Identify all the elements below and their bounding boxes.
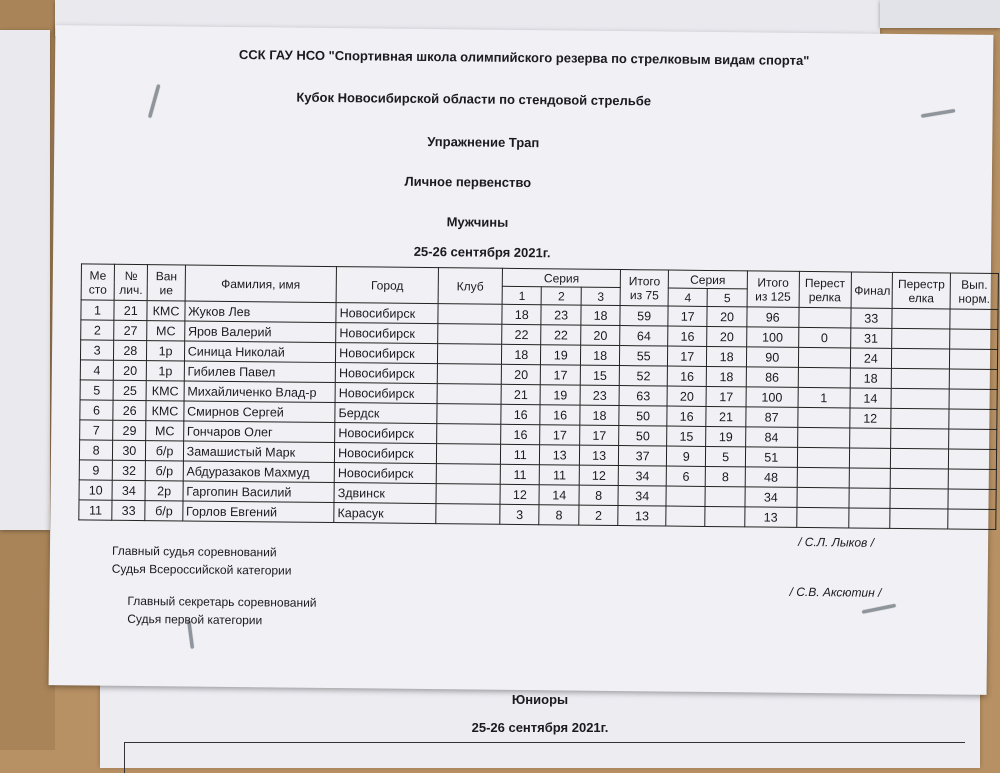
cell-s1: 18 (502, 304, 542, 324)
cell-s3: 12 (579, 465, 619, 485)
cell-final (849, 488, 891, 508)
cell-norm (950, 329, 998, 350)
cell-s2: 14 (539, 485, 579, 505)
cell-t75: 13 (618, 506, 666, 526)
cell-city: Новосибирск (335, 383, 437, 404)
cell-so1 (796, 507, 848, 528)
cell-s5: 17 (706, 386, 746, 406)
cell-t125: 86 (746, 367, 798, 388)
cell-city: Новосибирск (335, 443, 437, 464)
cell-s3: 20 (581, 325, 621, 345)
col-series-b: Серия (668, 270, 747, 289)
cell-s2: 17 (541, 365, 581, 385)
cell-s2: 19 (541, 385, 581, 405)
cell-name: Гибилев Павел (184, 361, 336, 383)
cell-s4: 9 (666, 446, 706, 466)
cell-name: Синица Николай (184, 341, 336, 363)
cell-t125: 13 (745, 507, 797, 528)
col-club: Клуб (438, 268, 503, 305)
cell-so1 (798, 367, 850, 388)
col-s4: 4 (668, 288, 708, 306)
cell-so1 (798, 407, 850, 428)
cell-s5: 21 (706, 406, 746, 426)
cell-so1: 0 (798, 327, 850, 348)
cell-s2: 16 (540, 405, 580, 425)
cell-num: 27 (114, 320, 147, 340)
cell-s4: 16 (667, 406, 707, 426)
cell-city: Новосибирск (334, 463, 436, 484)
cell-t75: 52 (620, 366, 668, 386)
cell-s3: 8 (579, 485, 619, 505)
cell-t125: 100 (746, 327, 798, 348)
col-s2: 2 (542, 287, 582, 305)
event-type: Личное первенство (404, 173, 532, 191)
cell-club (437, 364, 502, 385)
cell-s4 (666, 486, 706, 506)
cell-so2 (890, 468, 948, 489)
col-name: Фамилия, имя (185, 265, 337, 303)
cell-so1 (797, 467, 849, 488)
cell-s2: 17 (540, 425, 580, 445)
cell-s5 (705, 506, 745, 526)
cell-s4: 6 (666, 466, 706, 486)
bottom-sheet-dates: 25-26 сентября 2021г. (471, 720, 609, 735)
cell-t75: 37 (619, 446, 667, 466)
col-final: Финал (851, 272, 893, 308)
cell-t125: 87 (746, 407, 798, 428)
cell-t125: 84 (745, 427, 797, 448)
cell-place: 2 (81, 320, 114, 340)
cell-club (436, 424, 501, 445)
cell-norm (948, 469, 996, 490)
staple-bottom (862, 604, 896, 614)
cell-s5: 20 (707, 306, 747, 326)
background-sheet-right (880, 0, 1000, 28)
cell-num: 26 (113, 400, 146, 420)
cell-num: 32 (112, 460, 145, 480)
cell-s2: 23 (541, 305, 581, 325)
cell-s5: 5 (706, 446, 746, 466)
secretary-name: / С.В. Аксютин / (789, 584, 882, 600)
cell-name: Гаргопин Василий (183, 481, 335, 503)
cell-s5: 18 (707, 366, 747, 386)
cell-so1 (797, 427, 849, 448)
cell-s1: 11 (500, 444, 540, 464)
cell-s1: 22 (502, 324, 542, 344)
cell-num: 25 (113, 380, 146, 400)
cell-so2 (891, 388, 949, 409)
cell-so1 (797, 487, 849, 508)
cell-place: 1 (81, 300, 114, 320)
cell-t125: 51 (745, 447, 797, 468)
col-city: Город (336, 267, 438, 304)
cell-final: 33 (850, 308, 892, 328)
cell-so2 (890, 488, 948, 509)
cell-t75: 63 (619, 386, 667, 406)
cell-s5: 20 (707, 326, 747, 346)
cell-rank: б/р (146, 461, 184, 481)
cell-s3: 2 (579, 505, 619, 525)
cell-t125: 34 (745, 487, 797, 508)
cell-s1: 20 (501, 364, 541, 384)
cell-s1: 18 (502, 344, 542, 364)
cell-s4: 17 (667, 346, 707, 366)
cell-final (848, 508, 890, 528)
cell-final: 24 (850, 348, 892, 368)
cell-t125: 90 (746, 347, 798, 368)
cell-t75: 50 (619, 406, 667, 426)
cell-s2: 13 (540, 445, 580, 465)
cell-final (849, 468, 891, 488)
cell-t125: 48 (745, 467, 797, 488)
cell-so2 (891, 348, 949, 369)
cell-s4: 15 (667, 426, 707, 446)
cell-s4: 16 (667, 366, 707, 386)
results-sheet (49, 25, 994, 695)
judge-title: Главный судья соревнований (111, 543, 277, 560)
cell-name: Горлов Евгений (182, 501, 334, 523)
col-s3: 3 (581, 287, 621, 305)
cell-city: Новосибирск (335, 363, 437, 384)
cell-name: Смирнов Сергей (184, 401, 336, 423)
cell-s1: 12 (500, 484, 540, 504)
exercise-title: Упражнение Трап (427, 134, 540, 151)
cell-t75: 34 (618, 486, 666, 506)
cell-so2 (891, 368, 949, 389)
cell-club (437, 384, 502, 405)
results-body (79, 300, 998, 530)
cell-t75: 59 (620, 306, 668, 326)
cell-s4 (666, 506, 706, 526)
cell-so1 (797, 447, 849, 468)
col-s1: 1 (502, 286, 542, 304)
cell-s4: 17 (668, 306, 708, 326)
cell-rank: МС (147, 321, 185, 341)
cell-club (437, 344, 502, 365)
cell-s3: 13 (579, 445, 619, 465)
cell-norm (950, 309, 998, 330)
cell-final: 12 (849, 408, 891, 428)
cell-s5: 18 (707, 346, 747, 366)
col-rank: Ван ие (147, 265, 185, 301)
cell-place: 11 (79, 500, 112, 520)
cell-norm (949, 429, 997, 450)
cell-s5 (705, 486, 745, 506)
cell-rank: КМС (146, 381, 184, 401)
cell-s3: 17 (580, 425, 620, 445)
cell-num: 20 (113, 360, 146, 380)
col-shootoff1: Перест релка (799, 271, 851, 308)
cell-s3: 18 (580, 345, 620, 365)
cell-final: 14 (850, 388, 892, 408)
cell-s5: 19 (706, 426, 746, 446)
cell-norm (949, 369, 997, 390)
cell-rank: б/р (146, 441, 184, 461)
cell-s3: 18 (581, 305, 621, 325)
cell-norm (949, 449, 997, 470)
cell-city: Здвинск (334, 483, 436, 504)
cell-place: 8 (79, 440, 112, 460)
cell-city: Новосибирск (335, 423, 437, 444)
cell-s2: 19 (541, 345, 581, 365)
cell-t125: 96 (747, 307, 799, 328)
cell-place: 10 (79, 480, 112, 500)
cell-place: 3 (80, 340, 113, 360)
cell-t125: 100 (746, 387, 798, 408)
cell-place: 4 (80, 360, 113, 380)
cell-name: Абдуразаков Махмуд (183, 461, 335, 483)
cell-club (436, 484, 501, 505)
cell-place: 7 (80, 420, 113, 440)
cell-rank: 2р (145, 481, 183, 501)
cell-num: 29 (113, 420, 146, 440)
cell-s3: 15 (580, 365, 620, 385)
cell-so1 (799, 307, 851, 328)
cell-s3: 23 (580, 385, 620, 405)
cell-city: Новосибирск (336, 303, 438, 324)
cell-final (849, 448, 891, 468)
cell-norm (948, 489, 996, 510)
cell-so2 (892, 308, 950, 329)
org-title: ССК ГАУ НСО "Спортивная школа олимпийского резерва по стрелковым видам спорта" (238, 47, 810, 69)
cell-s1: 21 (501, 384, 541, 404)
judge-category: Судья Всероссийской категории (111, 561, 292, 578)
cell-place: 9 (79, 460, 112, 480)
cell-norm (948, 509, 996, 530)
cell-city: Новосибирск (336, 343, 438, 364)
bottom-sheet-category: Юниоры (511, 692, 569, 707)
cell-so2 (891, 408, 949, 429)
cell-club (437, 404, 502, 425)
cell-s2: 22 (541, 325, 581, 345)
cell-so2 (892, 328, 950, 349)
bottom-sheet-table-edge (124, 742, 965, 773)
cell-final: 31 (850, 328, 892, 348)
cell-num: 28 (114, 340, 147, 360)
cell-name: Гончаров Олег (183, 421, 335, 443)
secretary-title: Главный секретарь соревнований (127, 593, 317, 610)
cell-s4: 16 (668, 326, 708, 346)
cell-so2 (890, 508, 948, 529)
cell-so2 (890, 448, 948, 469)
cell-num: 34 (112, 480, 145, 500)
cell-name: Замашистый Марк (183, 441, 335, 463)
cell-city: Новосибирск (336, 323, 438, 344)
cup-title: Кубок Новосибирской области по стендовой стрельбе (296, 89, 652, 109)
col-total125: Итого из 125 (747, 271, 799, 308)
cell-s5: 8 (706, 466, 746, 486)
cell-final: 18 (850, 368, 892, 388)
background-sheet-left (0, 30, 50, 530)
cell-place: 5 (80, 380, 113, 400)
col-s5: 5 (708, 288, 748, 306)
cell-t75: 34 (619, 466, 667, 486)
cell-norm (949, 389, 997, 410)
cell-num: 21 (114, 300, 147, 320)
cell-rank: б/р (145, 501, 183, 521)
cell-rank: 1р (147, 361, 185, 381)
cell-s3: 18 (580, 405, 620, 425)
dates: 25-26 сентября 2021г. (413, 243, 551, 261)
col-series-a: Серия (502, 268, 620, 287)
cell-t75: 50 (619, 426, 667, 446)
cell-club (436, 504, 501, 525)
cell-rank: КМС (146, 401, 184, 421)
cell-norm (950, 349, 998, 370)
cell-rank: 1р (147, 341, 185, 361)
cell-s1: 16 (501, 424, 541, 444)
results-table (78, 263, 999, 530)
col-norm: Вып. норм. (950, 273, 998, 309)
cell-name: Яров Валерий (184, 321, 336, 343)
col-total75: Итого из 75 (620, 270, 668, 306)
cell-city: Бердск (335, 403, 437, 424)
cell-so1 (798, 347, 850, 368)
cell-s2: 8 (539, 505, 579, 525)
cell-city: Карасук (334, 503, 436, 524)
cell-club (438, 304, 503, 325)
cell-s1: 11 (500, 464, 540, 484)
category-title: Мужчины (446, 214, 509, 230)
cell-place: 6 (80, 400, 113, 420)
cell-rank: КМС (147, 301, 185, 321)
cell-club (436, 444, 501, 465)
cell-club (436, 464, 501, 485)
secretary-category: Судья первой категории (127, 611, 263, 628)
cell-t75: 55 (620, 346, 668, 366)
cell-so2 (891, 428, 949, 449)
cell-s2: 11 (540, 465, 580, 485)
cell-s4: 20 (667, 386, 707, 406)
col-shootoff2: Перестр елка (892, 272, 950, 309)
cell-so1: 1 (798, 387, 850, 408)
cell-name: Жуков Лев (185, 301, 337, 323)
col-num: № лич. (114, 264, 148, 300)
cell-s1: 3 (500, 504, 540, 524)
cell-norm (949, 409, 997, 430)
cell-final (849, 428, 891, 448)
cell-rank: МС (146, 421, 184, 441)
cell-t75: 64 (620, 326, 668, 346)
col-place: Ме сто (81, 264, 115, 300)
cell-name: Михайличенко Влад-р (184, 381, 336, 403)
cell-s1: 16 (501, 404, 541, 424)
cell-num: 33 (112, 500, 145, 520)
cell-num: 30 (113, 440, 146, 460)
judge-name: / С.Л. Лыков / (798, 534, 875, 550)
cell-club (437, 324, 502, 345)
